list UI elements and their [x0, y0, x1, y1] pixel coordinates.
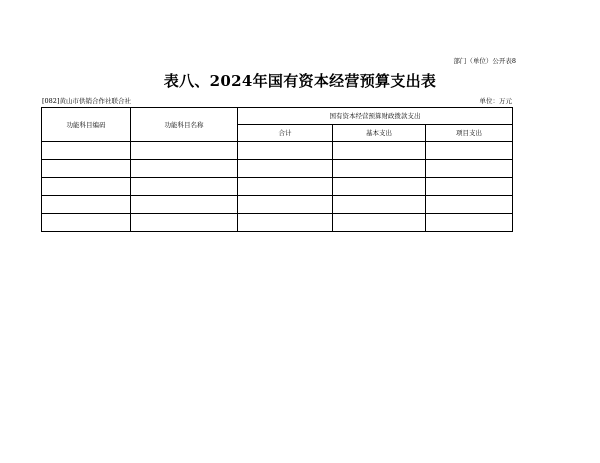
table-cell: [426, 160, 513, 178]
table-cell: [42, 196, 131, 214]
table-cell: [131, 142, 238, 160]
table-cell: [333, 142, 426, 160]
header-total: 合计: [238, 125, 333, 142]
table-cell: [238, 214, 333, 232]
header-basic-expenditure: 基本支出: [333, 125, 426, 142]
table-cell: [238, 160, 333, 178]
table-cell: [42, 214, 131, 232]
table-cell: [42, 160, 131, 178]
table-cell: [238, 178, 333, 196]
unit-name: [082]黄山市供销合作社联合社: [42, 97, 131, 105]
table-cell: [426, 196, 513, 214]
table-cell: [131, 160, 238, 178]
header-group-expenditure: 国有资本经营预算财政拨款支出: [238, 108, 513, 125]
table-row: [42, 178, 513, 196]
table-row: [42, 142, 513, 160]
table-row: [42, 160, 513, 178]
table-cell: [333, 214, 426, 232]
table-cell: [333, 160, 426, 178]
table-cell: [42, 142, 131, 160]
table-cell: [238, 196, 333, 214]
money-unit: 单位：万元: [479, 97, 512, 105]
table-cell: [426, 142, 513, 160]
budget-table: [41, 107, 513, 232]
table-cell: [131, 178, 238, 196]
table-cell: [426, 178, 513, 196]
header-project-expenditure: 项目支出: [426, 125, 513, 142]
header-function-code: 功能科目编码: [42, 108, 131, 142]
table-cell: [42, 178, 131, 196]
table-row: [42, 214, 513, 232]
table-cell: [426, 214, 513, 232]
page-title: 表八、2024年国有资本经营预算支出表: [163, 72, 437, 90]
header-function-name: 功能科目名称: [131, 108, 238, 142]
table-cell: [333, 196, 426, 214]
form-number: 部门（单位）公开表8: [453, 57, 516, 65]
table-cell: [131, 196, 238, 214]
table-cell: [238, 142, 333, 160]
table-cell: [131, 214, 238, 232]
table-row: [42, 196, 513, 214]
table-cell: [333, 178, 426, 196]
